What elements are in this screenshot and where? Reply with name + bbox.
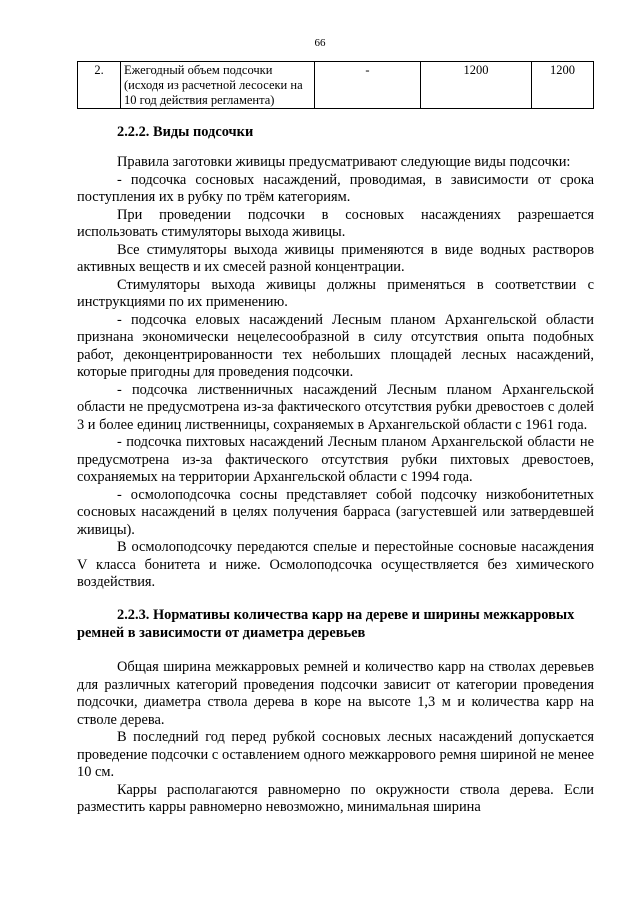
paragraph: Общая ширина межкарровых ремней и количество карр на стволах деревьев для различных категорий проведения подсочки зависит от категории проведения подсочки, диаметра ствола дерева в коре на высоте 1,3 м и количества карр на стволе дерева. xyxy=(77,659,594,728)
paragraph: В осмолоподсочку передаются спелые и перестойные сосновые насаждения V класса бонитета и ниже. Осмолоподсочка осуществляется без химического воздействия. xyxy=(77,539,594,590)
paragraph: - осмолоподсочка сосны представляет собой подсочку низкобонитетных сосновых насаждений в целях получения барраса (загустевшей или затвердевшей живицы). xyxy=(77,486,594,538)
table-cell-value-1: 1200 xyxy=(421,62,532,109)
table-cell-number: 2. xyxy=(78,62,121,109)
table-cell-name: Ежегодный объем подсочки (исходя из расчетной лесосеки на 10 год действия регламента) xyxy=(121,62,315,109)
summary-table xyxy=(77,61,594,109)
paragraph: - подсочка пихтовых насаждений Лесным планом Архангельской области не предусмотрена из-за фактического отсутствия рубки пихтовых древостоев, сохраняемых на территории Архангельской области с 1994 года. xyxy=(77,434,594,485)
page-number: 66 xyxy=(314,37,326,49)
table-row xyxy=(78,62,594,109)
section-heading-2-2-2: 2.2.2. Виды подсочки xyxy=(117,124,254,140)
section-heading-2-2-3-wrap xyxy=(77,607,594,642)
table-cell-value-2: 1200 xyxy=(532,62,594,109)
paragraph: Правила заготовки живицы предусматривают следующие виды подсочки: xyxy=(117,154,571,170)
paragraph: Стимуляторы выхода живицы должны применяться в соответствии с инструкциями по их применению. xyxy=(77,276,594,310)
section-heading-2-2-3: 2.2.3. Нормативы количества карр на дереве и ширины межкарровых ремней в зависимости от диаметра деревьев xyxy=(77,607,575,641)
section-body-2-2-3 xyxy=(77,659,594,817)
table-cell-dash: - xyxy=(315,62,421,109)
paragraph: - подсочка сосновых насаждений, проводимая, в зависимости от срока поступления их в рубку по трём категориям. xyxy=(77,171,594,205)
paragraph: При проведении подсочки в сосновых насаждениях разрешается использовать стимуляторы выхода живицы. xyxy=(77,206,594,240)
paragraph: - подсочка лиственничных насаждений Лесным планом Архангельской области не предусмотрена из-за фактического отсутствия рубки древостоев с долей 3 и более единиц лиственницы, сохраняемых в Архангельской области с 1961 года. xyxy=(77,381,594,433)
paragraph: - подсочка еловых насаждений Лесным планом Архангельской области признана экономически нецелесообразной в силу отсутствия опыта подобных работ, деконцентрированности тех небольших площадей лесных насаждений, которые пригодны для проведения подсочки. xyxy=(77,311,594,380)
paragraph: Карры располагаются равномерно по окружности ствола дерева. Если разместить карры равномерно невозможно, минимальная ширина xyxy=(77,781,594,815)
section-body-2-2-2 xyxy=(77,154,594,592)
paragraph: В последний год перед рубкой сосновых лесных насаждений допускается проведение подсочки с оставлением одного межкаррового ремня шириной не менее 10 см. xyxy=(77,729,594,780)
paragraph: Все стимуляторы выхода живицы применяются в виде водных растворов активных веществ и их смесей разной концентрации. xyxy=(77,241,594,275)
